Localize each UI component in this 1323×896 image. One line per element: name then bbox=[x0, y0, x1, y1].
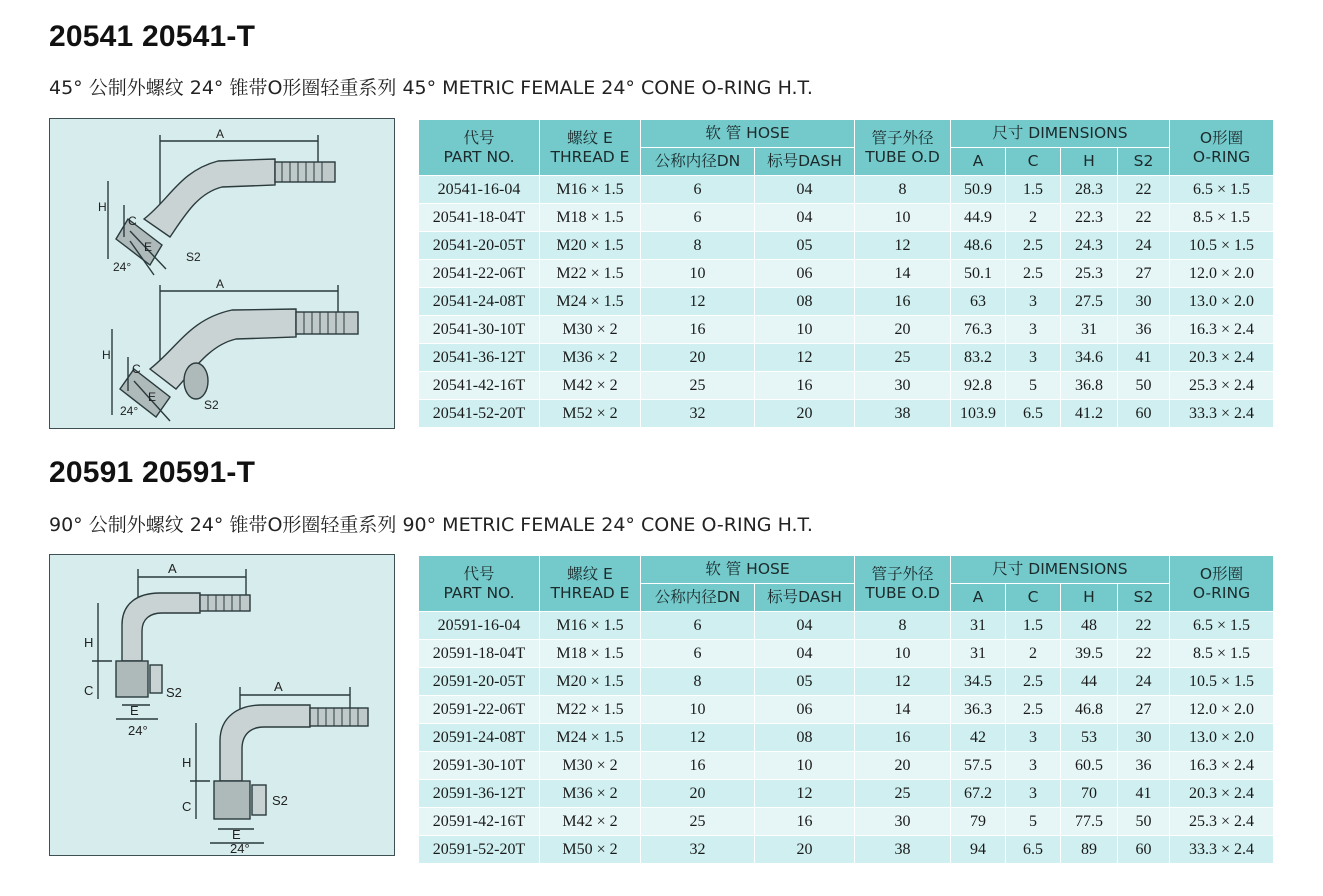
label-a-bottom: A bbox=[216, 277, 225, 291]
cell-part-no: 20541-42-16T bbox=[419, 372, 540, 400]
cell-dn: 32 bbox=[641, 836, 755, 864]
cell-s2: 22 bbox=[1118, 612, 1170, 640]
cell-o-ring: 20.3 × 2.4 bbox=[1170, 780, 1274, 808]
cell-thread: M22 × 1.5 bbox=[540, 260, 641, 288]
cell-tube-od: 30 bbox=[855, 808, 951, 836]
cell-part-no: 20591-22-06T bbox=[419, 696, 540, 724]
header-thread: 螺纹 E THREAD E bbox=[540, 556, 641, 612]
cell-dn: 25 bbox=[641, 808, 755, 836]
cell-dn: 20 bbox=[641, 780, 755, 808]
cell-s2: 30 bbox=[1118, 724, 1170, 752]
cell-dn: 8 bbox=[641, 232, 755, 260]
cell-h: 77.5 bbox=[1061, 808, 1118, 836]
cell-c: 1.5 bbox=[1006, 612, 1061, 640]
cell-dash: 20 bbox=[755, 836, 855, 864]
cell-dash: 20 bbox=[755, 400, 855, 428]
label-e-90-bottom: E bbox=[232, 827, 241, 842]
header-part-no: 代号 PART NO. bbox=[419, 120, 540, 176]
cell-a: 31 bbox=[951, 640, 1006, 668]
table-row bbox=[419, 668, 1274, 696]
cell-part-no: 20541-30-10T bbox=[419, 316, 540, 344]
section-1-diagram bbox=[49, 118, 395, 429]
cell-a: 67.2 bbox=[951, 780, 1006, 808]
cell-dash: 08 bbox=[755, 288, 855, 316]
cell-o-ring: 12.0 × 2.0 bbox=[1170, 260, 1274, 288]
cell-dash: 04 bbox=[755, 176, 855, 204]
cell-o-ring: 13.0 × 2.0 bbox=[1170, 724, 1274, 752]
header-dash: 标号DASH bbox=[755, 584, 855, 612]
cell-part-no: 20541-16-04 bbox=[419, 176, 540, 204]
cell-a: 94 bbox=[951, 836, 1006, 864]
cell-c: 3 bbox=[1006, 316, 1061, 344]
cell-o-ring: 6.5 × 1.5 bbox=[1170, 176, 1274, 204]
cell-dn: 6 bbox=[641, 612, 755, 640]
cell-dn: 25 bbox=[641, 372, 755, 400]
cell-dn: 6 bbox=[641, 204, 755, 232]
header-a: A bbox=[951, 148, 1006, 176]
cell-a: 92.8 bbox=[951, 372, 1006, 400]
header-hose: 软 管 HOSE bbox=[641, 120, 855, 148]
cell-dash: 04 bbox=[755, 204, 855, 232]
header-hose: 软 管 HOSE bbox=[641, 556, 855, 584]
cell-part-no: 20541-24-08T bbox=[419, 288, 540, 316]
table-row bbox=[419, 752, 1274, 780]
header-tube-od: 管子外径 TUBE O.D bbox=[855, 556, 951, 612]
table-row bbox=[419, 316, 1274, 344]
cell-h: 22.3 bbox=[1061, 204, 1118, 232]
label-c-bottom: C bbox=[132, 362, 141, 376]
cell-s2: 36 bbox=[1118, 316, 1170, 344]
table-row bbox=[419, 724, 1274, 752]
header-o-ring: O形圈 O-RING bbox=[1170, 556, 1274, 612]
cell-a: 34.5 bbox=[951, 668, 1006, 696]
cell-h: 60.5 bbox=[1061, 752, 1118, 780]
cell-a: 50.1 bbox=[951, 260, 1006, 288]
cell-o-ring: 33.3 × 2.4 bbox=[1170, 836, 1274, 864]
cell-dn: 16 bbox=[641, 316, 755, 344]
cell-dn: 20 bbox=[641, 344, 755, 372]
cell-thread: M30 × 2 bbox=[540, 752, 641, 780]
cell-o-ring: 16.3 × 2.4 bbox=[1170, 752, 1274, 780]
cell-thread: M20 × 1.5 bbox=[540, 232, 641, 260]
label-a-90-top: A bbox=[168, 561, 177, 576]
cell-thread: M16 × 1.5 bbox=[540, 176, 641, 204]
label-h-top: H bbox=[98, 200, 107, 214]
header-o-ring: O形圈 O-RING bbox=[1170, 120, 1274, 176]
cell-h: 36.8 bbox=[1061, 372, 1118, 400]
cell-dash: 05 bbox=[755, 668, 855, 696]
header-dn: 公称内径DN bbox=[641, 148, 755, 176]
cell-c: 3 bbox=[1006, 780, 1061, 808]
cell-o-ring: 33.3 × 2.4 bbox=[1170, 400, 1274, 428]
cell-dash: 06 bbox=[755, 696, 855, 724]
cell-s2: 41 bbox=[1118, 344, 1170, 372]
fitting-45-drawing bbox=[50, 119, 395, 429]
cell-thread: M42 × 2 bbox=[540, 808, 641, 836]
cell-dn: 8 bbox=[641, 668, 755, 696]
label-s2-90-bottom: S2 bbox=[272, 793, 288, 808]
cell-c: 3 bbox=[1006, 288, 1061, 316]
cell-c: 2.5 bbox=[1006, 668, 1061, 696]
cell-c: 3 bbox=[1006, 344, 1061, 372]
cell-thread: M24 × 1.5 bbox=[540, 288, 641, 316]
cell-part-no: 20541-18-04T bbox=[419, 204, 540, 232]
cell-dn: 12 bbox=[641, 288, 755, 316]
cell-dn: 6 bbox=[641, 640, 755, 668]
cell-tube-od: 25 bbox=[855, 344, 951, 372]
cell-thread: M36 × 2 bbox=[540, 780, 641, 808]
cell-part-no: 20591-36-12T bbox=[419, 780, 540, 808]
cell-thread: M16 × 1.5 bbox=[540, 612, 641, 640]
section-2-diagram bbox=[49, 554, 395, 856]
cell-h: 41.2 bbox=[1061, 400, 1118, 428]
table-row bbox=[419, 372, 1274, 400]
header-s2: S2 bbox=[1118, 148, 1170, 176]
cell-thread: M20 × 1.5 bbox=[540, 668, 641, 696]
label-e-top: E bbox=[144, 240, 153, 254]
cell-a: 36.3 bbox=[951, 696, 1006, 724]
cell-part-no: 20591-16-04 bbox=[419, 612, 540, 640]
header-dimensions: 尺寸 DIMENSIONS bbox=[951, 556, 1170, 584]
cell-a: 42 bbox=[951, 724, 1006, 752]
cell-dash: 08 bbox=[755, 724, 855, 752]
cell-dash: 12 bbox=[755, 344, 855, 372]
cell-tube-od: 12 bbox=[855, 668, 951, 696]
cell-h: 34.6 bbox=[1061, 344, 1118, 372]
cell-c: 2.5 bbox=[1006, 696, 1061, 724]
cell-part-no: 20591-18-04T bbox=[419, 640, 540, 668]
cell-s2: 60 bbox=[1118, 400, 1170, 428]
cell-o-ring: 25.3 × 2.4 bbox=[1170, 808, 1274, 836]
section-1-title: 20541 20541-T bbox=[49, 20, 256, 53]
cell-o-ring: 10.5 × 1.5 bbox=[1170, 668, 1274, 696]
cell-thread: M18 × 1.5 bbox=[540, 640, 641, 668]
cell-s2: 50 bbox=[1118, 372, 1170, 400]
cell-dash: 04 bbox=[755, 640, 855, 668]
header-c: C bbox=[1006, 148, 1061, 176]
cell-a: 76.3 bbox=[951, 316, 1006, 344]
cell-part-no: 20591-52-20T bbox=[419, 836, 540, 864]
cell-c: 2 bbox=[1006, 640, 1061, 668]
cell-tube-od: 14 bbox=[855, 260, 951, 288]
fitting-90-drawing bbox=[50, 555, 395, 856]
section-2-title: 20591 20591-T bbox=[49, 456, 256, 489]
cell-h: 53 bbox=[1061, 724, 1118, 752]
cell-o-ring: 16.3 × 2.4 bbox=[1170, 316, 1274, 344]
cell-part-no: 20591-42-16T bbox=[419, 808, 540, 836]
cell-s2: 22 bbox=[1118, 204, 1170, 232]
label-24-90-bottom: 24° bbox=[230, 841, 250, 856]
cell-a: 31 bbox=[951, 612, 1006, 640]
cell-c: 2.5 bbox=[1006, 232, 1061, 260]
header-c: C bbox=[1006, 584, 1061, 612]
label-e-90-top: E bbox=[130, 703, 139, 718]
cell-dash: 10 bbox=[755, 752, 855, 780]
cell-s2: 24 bbox=[1118, 232, 1170, 260]
header-h: H bbox=[1061, 584, 1118, 612]
cell-c: 6.5 bbox=[1006, 400, 1061, 428]
cell-dash: 06 bbox=[755, 260, 855, 288]
cell-dash: 05 bbox=[755, 232, 855, 260]
section-2-table-body bbox=[419, 612, 1274, 864]
header-part-no: 代号 PART NO. bbox=[419, 556, 540, 612]
cell-part-no: 20591-24-08T bbox=[419, 724, 540, 752]
section-1-spec-table bbox=[418, 119, 1274, 428]
cell-thread: M18 × 1.5 bbox=[540, 204, 641, 232]
cell-o-ring: 8.5 × 1.5 bbox=[1170, 204, 1274, 232]
cell-c: 6.5 bbox=[1006, 836, 1061, 864]
cell-c: 5 bbox=[1006, 372, 1061, 400]
cell-a: 103.9 bbox=[951, 400, 1006, 428]
cell-dash: 16 bbox=[755, 372, 855, 400]
cell-tube-od: 38 bbox=[855, 836, 951, 864]
cell-a: 44.9 bbox=[951, 204, 1006, 232]
cell-s2: 30 bbox=[1118, 288, 1170, 316]
table-row bbox=[419, 204, 1274, 232]
label-c-top: C bbox=[128, 214, 137, 228]
cell-tube-od: 10 bbox=[855, 640, 951, 668]
cell-h: 25.3 bbox=[1061, 260, 1118, 288]
cell-s2: 27 bbox=[1118, 696, 1170, 724]
label-s2-90-top: S2 bbox=[166, 685, 182, 700]
cell-dash: 16 bbox=[755, 808, 855, 836]
cell-tube-od: 16 bbox=[855, 724, 951, 752]
cell-h: 24.3 bbox=[1061, 232, 1118, 260]
cell-thread: M52 × 2 bbox=[540, 400, 641, 428]
section-1-table-body bbox=[419, 176, 1274, 428]
cell-dn: 16 bbox=[641, 752, 755, 780]
cell-tube-od: 16 bbox=[855, 288, 951, 316]
cell-part-no: 20541-20-05T bbox=[419, 232, 540, 260]
cell-dn: 10 bbox=[641, 696, 755, 724]
cell-part-no: 20591-20-05T bbox=[419, 668, 540, 696]
cell-h: 28.3 bbox=[1061, 176, 1118, 204]
table-row bbox=[419, 780, 1274, 808]
cell-h: 31 bbox=[1061, 316, 1118, 344]
cell-h: 44 bbox=[1061, 668, 1118, 696]
table-row bbox=[419, 612, 1274, 640]
cell-tube-od: 25 bbox=[855, 780, 951, 808]
cell-dash: 12 bbox=[755, 780, 855, 808]
label-24-90-top: 24° bbox=[128, 723, 148, 738]
header-dn: 公称内径DN bbox=[641, 584, 755, 612]
cell-c: 3 bbox=[1006, 752, 1061, 780]
table-row bbox=[419, 344, 1274, 372]
table-row bbox=[419, 400, 1274, 428]
label-h-90-top: H bbox=[84, 635, 94, 650]
cell-s2: 50 bbox=[1118, 808, 1170, 836]
cell-o-ring: 20.3 × 2.4 bbox=[1170, 344, 1274, 372]
label-24-bottom: 24° bbox=[120, 404, 139, 418]
table-row bbox=[419, 232, 1274, 260]
cell-c: 1.5 bbox=[1006, 176, 1061, 204]
cell-part-no: 20541-52-20T bbox=[419, 400, 540, 428]
cell-a: 57.5 bbox=[951, 752, 1006, 780]
table-row bbox=[419, 640, 1274, 668]
cell-tube-od: 12 bbox=[855, 232, 951, 260]
label-s2-bottom: S2 bbox=[204, 398, 219, 412]
header-dash: 标号DASH bbox=[755, 148, 855, 176]
cell-c: 3 bbox=[1006, 724, 1061, 752]
cell-tube-od: 14 bbox=[855, 696, 951, 724]
table-row bbox=[419, 176, 1274, 204]
cell-o-ring: 8.5 × 1.5 bbox=[1170, 640, 1274, 668]
cell-thread: M50 × 2 bbox=[540, 836, 641, 864]
cell-a: 63 bbox=[951, 288, 1006, 316]
cell-tube-od: 8 bbox=[855, 612, 951, 640]
section-2-spec-table bbox=[418, 555, 1274, 864]
table-row bbox=[419, 808, 1274, 836]
cell-tube-od: 30 bbox=[855, 372, 951, 400]
cell-dn: 10 bbox=[641, 260, 755, 288]
cell-s2: 27 bbox=[1118, 260, 1170, 288]
table-row bbox=[419, 288, 1274, 316]
header-a: A bbox=[951, 584, 1006, 612]
cell-s2: 36 bbox=[1118, 752, 1170, 780]
cell-tube-od: 8 bbox=[855, 176, 951, 204]
cell-s2: 22 bbox=[1118, 176, 1170, 204]
table-row bbox=[419, 696, 1274, 724]
cell-h: 70 bbox=[1061, 780, 1118, 808]
label-c-90-bottom: C bbox=[182, 799, 192, 814]
cell-thread: M30 × 2 bbox=[540, 316, 641, 344]
label-h-90-bottom: H bbox=[182, 755, 192, 770]
cell-part-no: 20591-30-10T bbox=[419, 752, 540, 780]
header-dimensions: 尺寸 DIMENSIONS bbox=[951, 120, 1170, 148]
cell-s2: 22 bbox=[1118, 640, 1170, 668]
cell-tube-od: 38 bbox=[855, 400, 951, 428]
cell-dn: 12 bbox=[641, 724, 755, 752]
header-thread: 螺纹 E THREAD E bbox=[540, 120, 641, 176]
cell-c: 2.5 bbox=[1006, 260, 1061, 288]
cell-s2: 41 bbox=[1118, 780, 1170, 808]
cell-tube-od: 10 bbox=[855, 204, 951, 232]
cell-s2: 60 bbox=[1118, 836, 1170, 864]
cell-part-no: 20541-36-12T bbox=[419, 344, 540, 372]
label-24-top: 24° bbox=[113, 260, 132, 274]
label-s2-top: S2 bbox=[186, 250, 201, 264]
header-tube-od: 管子外径 TUBE O.D bbox=[855, 120, 951, 176]
cell-o-ring: 12.0 × 2.0 bbox=[1170, 696, 1274, 724]
cell-dn: 32 bbox=[641, 400, 755, 428]
cell-thread: M22 × 1.5 bbox=[540, 696, 641, 724]
label-a-90-bottom: A bbox=[274, 679, 283, 694]
cell-a: 50.9 bbox=[951, 176, 1006, 204]
label-h-bottom: H bbox=[102, 348, 111, 362]
cell-c: 2 bbox=[1006, 204, 1061, 232]
table-row bbox=[419, 836, 1274, 864]
cell-thread: M24 × 1.5 bbox=[540, 724, 641, 752]
section-1-subtitle: 45° 公制外螺纹 24° 锥带O形圈轻重系列 45° METRIC FEMALE 24° CONE O-RING H.T. bbox=[49, 77, 813, 99]
cell-h: 27.5 bbox=[1061, 288, 1118, 316]
cell-tube-od: 20 bbox=[855, 752, 951, 780]
header-s2: S2 bbox=[1118, 584, 1170, 612]
cell-a: 83.2 bbox=[951, 344, 1006, 372]
cell-o-ring: 13.0 × 2.0 bbox=[1170, 288, 1274, 316]
cell-a: 79 bbox=[951, 808, 1006, 836]
cell-part-no: 20541-22-06T bbox=[419, 260, 540, 288]
cell-h: 89 bbox=[1061, 836, 1118, 864]
label-a-top: A bbox=[216, 127, 225, 141]
label-e-bottom: E bbox=[148, 390, 157, 404]
header-h: H bbox=[1061, 148, 1118, 176]
cell-o-ring: 25.3 × 2.4 bbox=[1170, 372, 1274, 400]
cell-dn: 6 bbox=[641, 176, 755, 204]
cell-o-ring: 10.5 × 1.5 bbox=[1170, 232, 1274, 260]
cell-thread: M36 × 2 bbox=[540, 344, 641, 372]
cell-dash: 04 bbox=[755, 612, 855, 640]
cell-o-ring: 6.5 × 1.5 bbox=[1170, 612, 1274, 640]
table-row bbox=[419, 260, 1274, 288]
cell-dash: 10 bbox=[755, 316, 855, 344]
cell-s2: 24 bbox=[1118, 668, 1170, 696]
section-2-subtitle: 90° 公制外螺纹 24° 锥带O形圈轻重系列 90° METRIC FEMALE 24° CONE O-RING H.T. bbox=[49, 514, 813, 536]
cell-h: 39.5 bbox=[1061, 640, 1118, 668]
cell-h: 46.8 bbox=[1061, 696, 1118, 724]
cell-c: 5 bbox=[1006, 808, 1061, 836]
cell-h: 48 bbox=[1061, 612, 1118, 640]
cell-thread: M42 × 2 bbox=[540, 372, 641, 400]
cell-tube-od: 20 bbox=[855, 316, 951, 344]
label-c-90-top: C bbox=[84, 683, 94, 698]
cell-a: 48.6 bbox=[951, 232, 1006, 260]
